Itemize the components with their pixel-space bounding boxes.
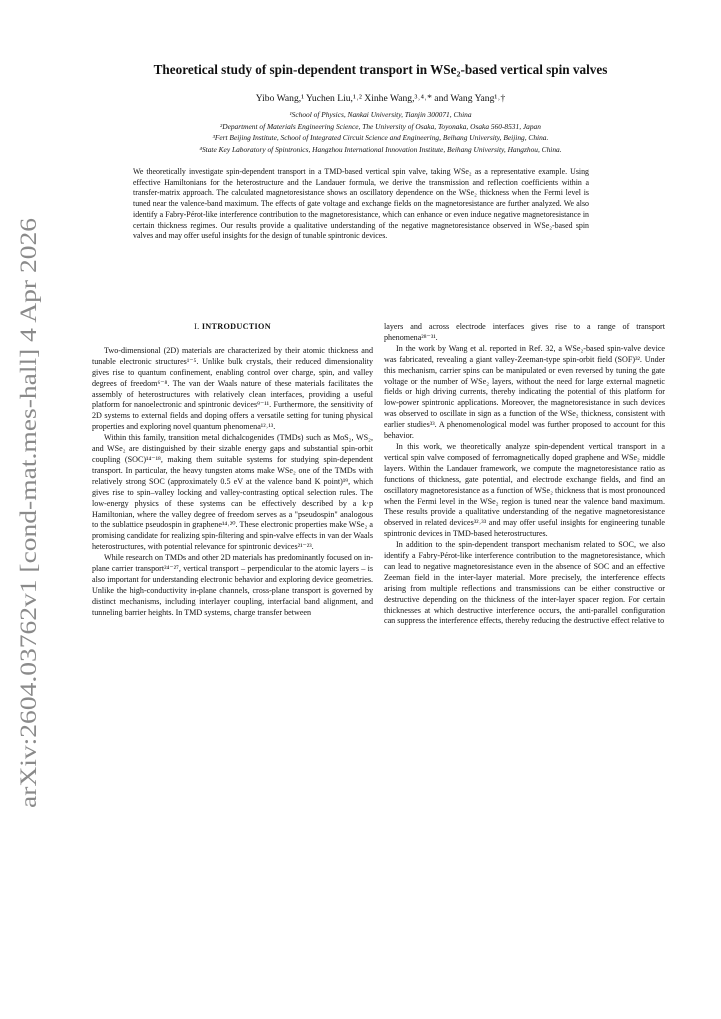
section-heading [92, 322, 373, 333]
paragraph: While research on TMDs and other 2D materials has predominantly focused on in-plane carrier transport²⁴⁻²⁷, vertical transport – perpendicular to the atomic layers – is also important for understanding electronic behavior and exploring device geometries. Unlike the high-conductivity in-plane channels, cross-plane transport is governed by distinct mechanisms, including interlayer coupling, interfacial band alignment, and tunneling barrier heights. In TMD systems, charge transfer between [92, 553, 373, 617]
abstract: We theoretically investigate spin-dependent transport in a TMD-based vertical spin valve, taking WSe₂ as a representative example. Using effective Hamiltonians for the heterostructure and the Landauer formula, we derive the transmission and reflection coefficients within a transfer-matrix approach. The calculated magnetoresistance shows an oscillatory dependence on the WSe₂ thickness when the Fermi level is tuned near the valence-band maximum. The effects of gate voltage and exchange fields on the magnetoresistance are further analyzed. We also identify a Fabry-Pérot-like interference contribution to the magnetoresistance, which can enhance or even induce negative magnetoresistance in certain thickness regimes. Our results provide a qualitative understanding of the negative magnetoresistance observed in WSe₂-based spin valves and may offer useful insights for the design of tunable spintronic devices. [133, 167, 589, 241]
paragraph: Within this family, transition metal dichalcogenides (TMDs) such as MoS₂, WS₂, and WSe₂ are distinguished by their sizable energy gaps and substantial spin-orbit coupling (SOC)¹⁴⁻¹⁸, making them suitable systems for studying spin-dependent transport. In particular, the heavy tungsten atoms make WSe₂ one of the TMDs with relatively strong SOC (approximately 0.5 eV at the valence band K point)¹⁹, which gives rise to spin–valley locking and valley-contrasting optical selection rules. The low-energy physics of these systems can be effectively described by a k·p Hamiltonian, where the valley degree of freedom serves as a "pseudospin" analogous to the sublattice pseudospin in graphene¹⁴˒²⁰. These electronic properties make WSe₂ a promising candidate for realizing spin-filtering and spin-valve effects in van der Waals heterostructures, with potential relevance for spintronic devices²¹⁻²³. [92, 433, 373, 552]
affiliation-1: ¹School of Physics, Nankai University, Tianjin 300071, China [289, 110, 472, 119]
author-list: Yibo Wang,¹ Yuchen Liu,¹˒² Xinhe Wang,³˒⁴˒* and Wang Yang¹˒† [255, 93, 506, 104]
affiliation-2: ²Department of Materials Engineering Science, The University of Osaka, Toyonaka, Osaka 560-8531, Japan [220, 121, 541, 131]
paragraph: In this work, we theoretically analyze spin-dependent vertical transport in a vertical spin valve composed of ferromagnetically doped graphene and WSe₂ middle layers. Within the Landauer framework, we compute the magnetoresistance ratio as functions of thickness, gate potential, and electrode exchange fields, and find an oscillatory magnetoresistance as a function of WSe₂ thickness that is most pronounced when the Fermi level in the WSe₂ region is tuned near the valence band maximum. These results provide a qualitative understanding of the negative magnetoresistance observed in related devices³²˒³³ and may offer useful insights for engineering tunable spintronic devices in TMD-based heterostructures. [384, 441, 665, 539]
section-number: I. [194, 322, 200, 331]
affiliation-3: ³Fert Beijing Institute, School of Integrated Circuit Science and Engineering, Beihang University, Beijing, China. [212, 133, 549, 143]
paragraph: Two-dimensional (2D) materials are characterized by their atomic thickness and tunable electronic structures¹⁻⁵. Unlike bulk crystals, their reduced dimensionality gives rise to quantum confinement, enabling control over charge, spin, and valley degrees of freedom⁶⁻⁸. The van der Waals nature of these materials facilitates the assembly of heterostructures with relatively clean interfaces, providing a useful platform for nanoelectronic and spintronic devices⁹⁻¹¹. Furthermore, the sensitivity of 2D systems to external fields and doping offers a versatile setting for tuning physical properties and exploring novel quantum phenomena¹²˒¹³. [92, 345, 373, 432]
left-column [92, 322, 373, 619]
paragraph: In addition to the spin-dependent transport mechanism related to SOC, we also identify a Fabry-Pérot-like interference contribution to the magnetoresistance, which can lead to negative magnetoresistance even in the absence of SOC and an effective Zeeman field in the inter-layer material. More precisely, the interference effects arising from multiple reflections and transmissions can be either constructive or destructive depending on the thickness of the inter-layer spacer region. For certain thicknesses at which destructive interference occurs, the anti-parallel configuration can suppress the interference effects, thereby reducing the destructive effect relative to [384, 540, 665, 626]
paragraph: layers and across electrode interfaces gives rise to a range of transport phenomena²⁸⁻³¹. [384, 322, 665, 342]
arxiv-stamp [6, 210, 46, 810]
paragraph: In the work by Wang et al. reported in Ref. 32, a WSe₂-based spin-valve device was fabricated, revealing a giant valley-Zeeman-type spin-orbit field (SOF)³². Under this mechanism, carrier spins can be manipulated or even reversed by tuning the gate voltage or the number of WSe₂ layers, without the need for large external magnetic fields or high driving currents, thereby indicating the potential of this platform for low-power spintronic applications. Moreover, the magnetoresistance in such devices was observed to oscillate in sign as a function of the WSe₂ thickness, consistent with earlier studies³³. A phenomenological model was further proposed to account for this behavior. [384, 343, 665, 441]
section-title: INTRODUCTION [201, 322, 271, 331]
affiliation-4: ⁴State Key Laboratory of Spintronics, Hangzhou International Innovation Institute, Beihang University, Hangzhou, China. [199, 145, 562, 155]
arxiv-stamp-text: arXiv:2604.03762v1 [cond-mat.mes-hall] 4 Apr 2026 [16, 304, 42, 808]
paper-title: Theoretical study of spin-dependent transport in WSe₂-based vertical spin valves [153, 62, 608, 77]
affiliations [40, 109, 721, 156]
right-column [384, 322, 665, 627]
